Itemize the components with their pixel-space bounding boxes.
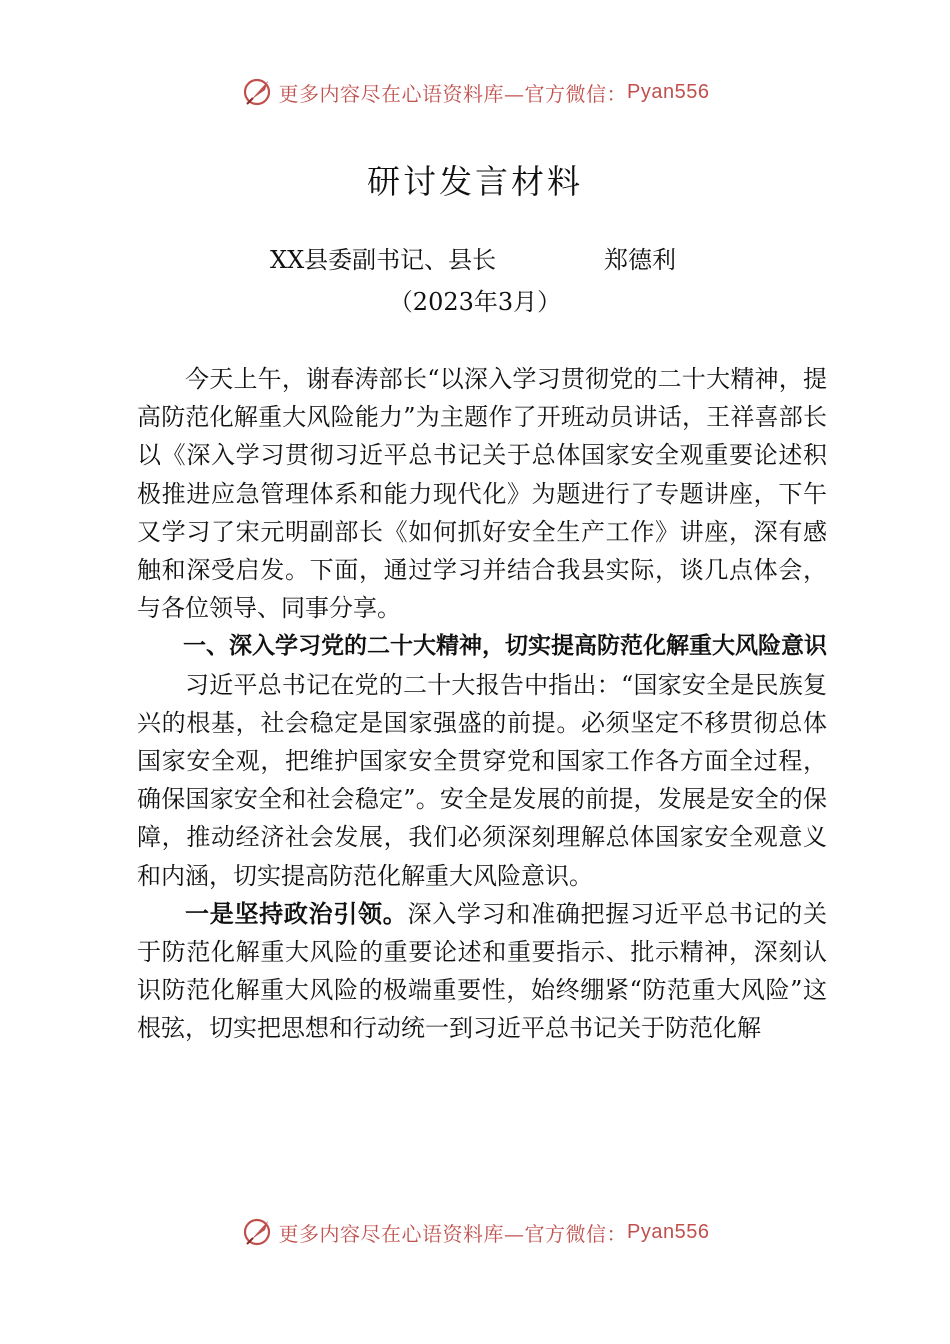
paragraph-intro: 今天上午，谢春涛部长“以深入学习贯彻党的二十大精神，提高防范化解重大风险能力”为主题作了开班动员讲话，王祥喜部长以《深入学习贯彻习近平总书记关于总体国家安全观重要论述积极推进应急管理体系和能力现代化》为题进行了专题讲座，下午又学习了宋元明副部长《如何抓好安全生产工作》讲座，深有感触和深受启发。下面，通过学习并结合我县实际，谈几点体会，与各位领导、同事分享。 bbox=[137, 365, 827, 623]
banner-contact: Pyan556 bbox=[627, 1220, 710, 1243]
banner-text: 更多内容尽在心语资料库—官方微信： bbox=[278, 81, 628, 106]
footer-banner bbox=[0, 1212, 950, 1252]
quill-pen-logo-icon bbox=[241, 1215, 275, 1249]
paragraph-quote: 习近平总书记在党的二十大报告中指出：“国家安全是民族复兴的根基，社会稳定是国家强盛的前提。必须坚定不移贯彻总体国家安全观，把维护国家安全贯穿党和国家工作各方面全过程，确保国家安全和社会稳定”。安全是发展的前提，发展是安全的保障，推动经济社会发展，我们必须深刻理解总体国家安全观意义和内涵，切实提高防范化解重大风险意识。 bbox=[137, 670, 827, 890]
header-banner bbox=[0, 72, 950, 112]
document-date: （2023年3月） bbox=[388, 288, 562, 316]
banner-contact: Pyan556 bbox=[627, 80, 710, 103]
banner-text: 更多内容尽在心语资料库—官方微信： bbox=[278, 1221, 628, 1246]
document-title: 研讨发言材料 bbox=[367, 162, 583, 201]
author-role: XX县委副书记、县长 bbox=[270, 246, 497, 274]
paragraph-political-guidance bbox=[137, 895, 827, 1048]
document-body bbox=[137, 360, 827, 1048]
author-line bbox=[270, 240, 710, 276]
inline-heading: 一是坚持政治引领。 bbox=[185, 899, 408, 928]
paragraph-political-guidance-text: 深入学习和准确把握习近平总书记的关于防范化解重大风险的重要论述和重要指示、批示精神，深刻认识防范化解重大风险的极端重要性，始终绷紧“防范重大风险”这根弦，切实把思想和行动统一到习近平总书记关于防范化解 bbox=[137, 899, 828, 1043]
author-name: 郑德利 bbox=[604, 246, 676, 274]
quill-pen-logo-icon bbox=[241, 75, 275, 109]
section-heading: 一、深入学习党的二十大精神，切实提高防范化解重大风险意识 bbox=[183, 633, 827, 660]
